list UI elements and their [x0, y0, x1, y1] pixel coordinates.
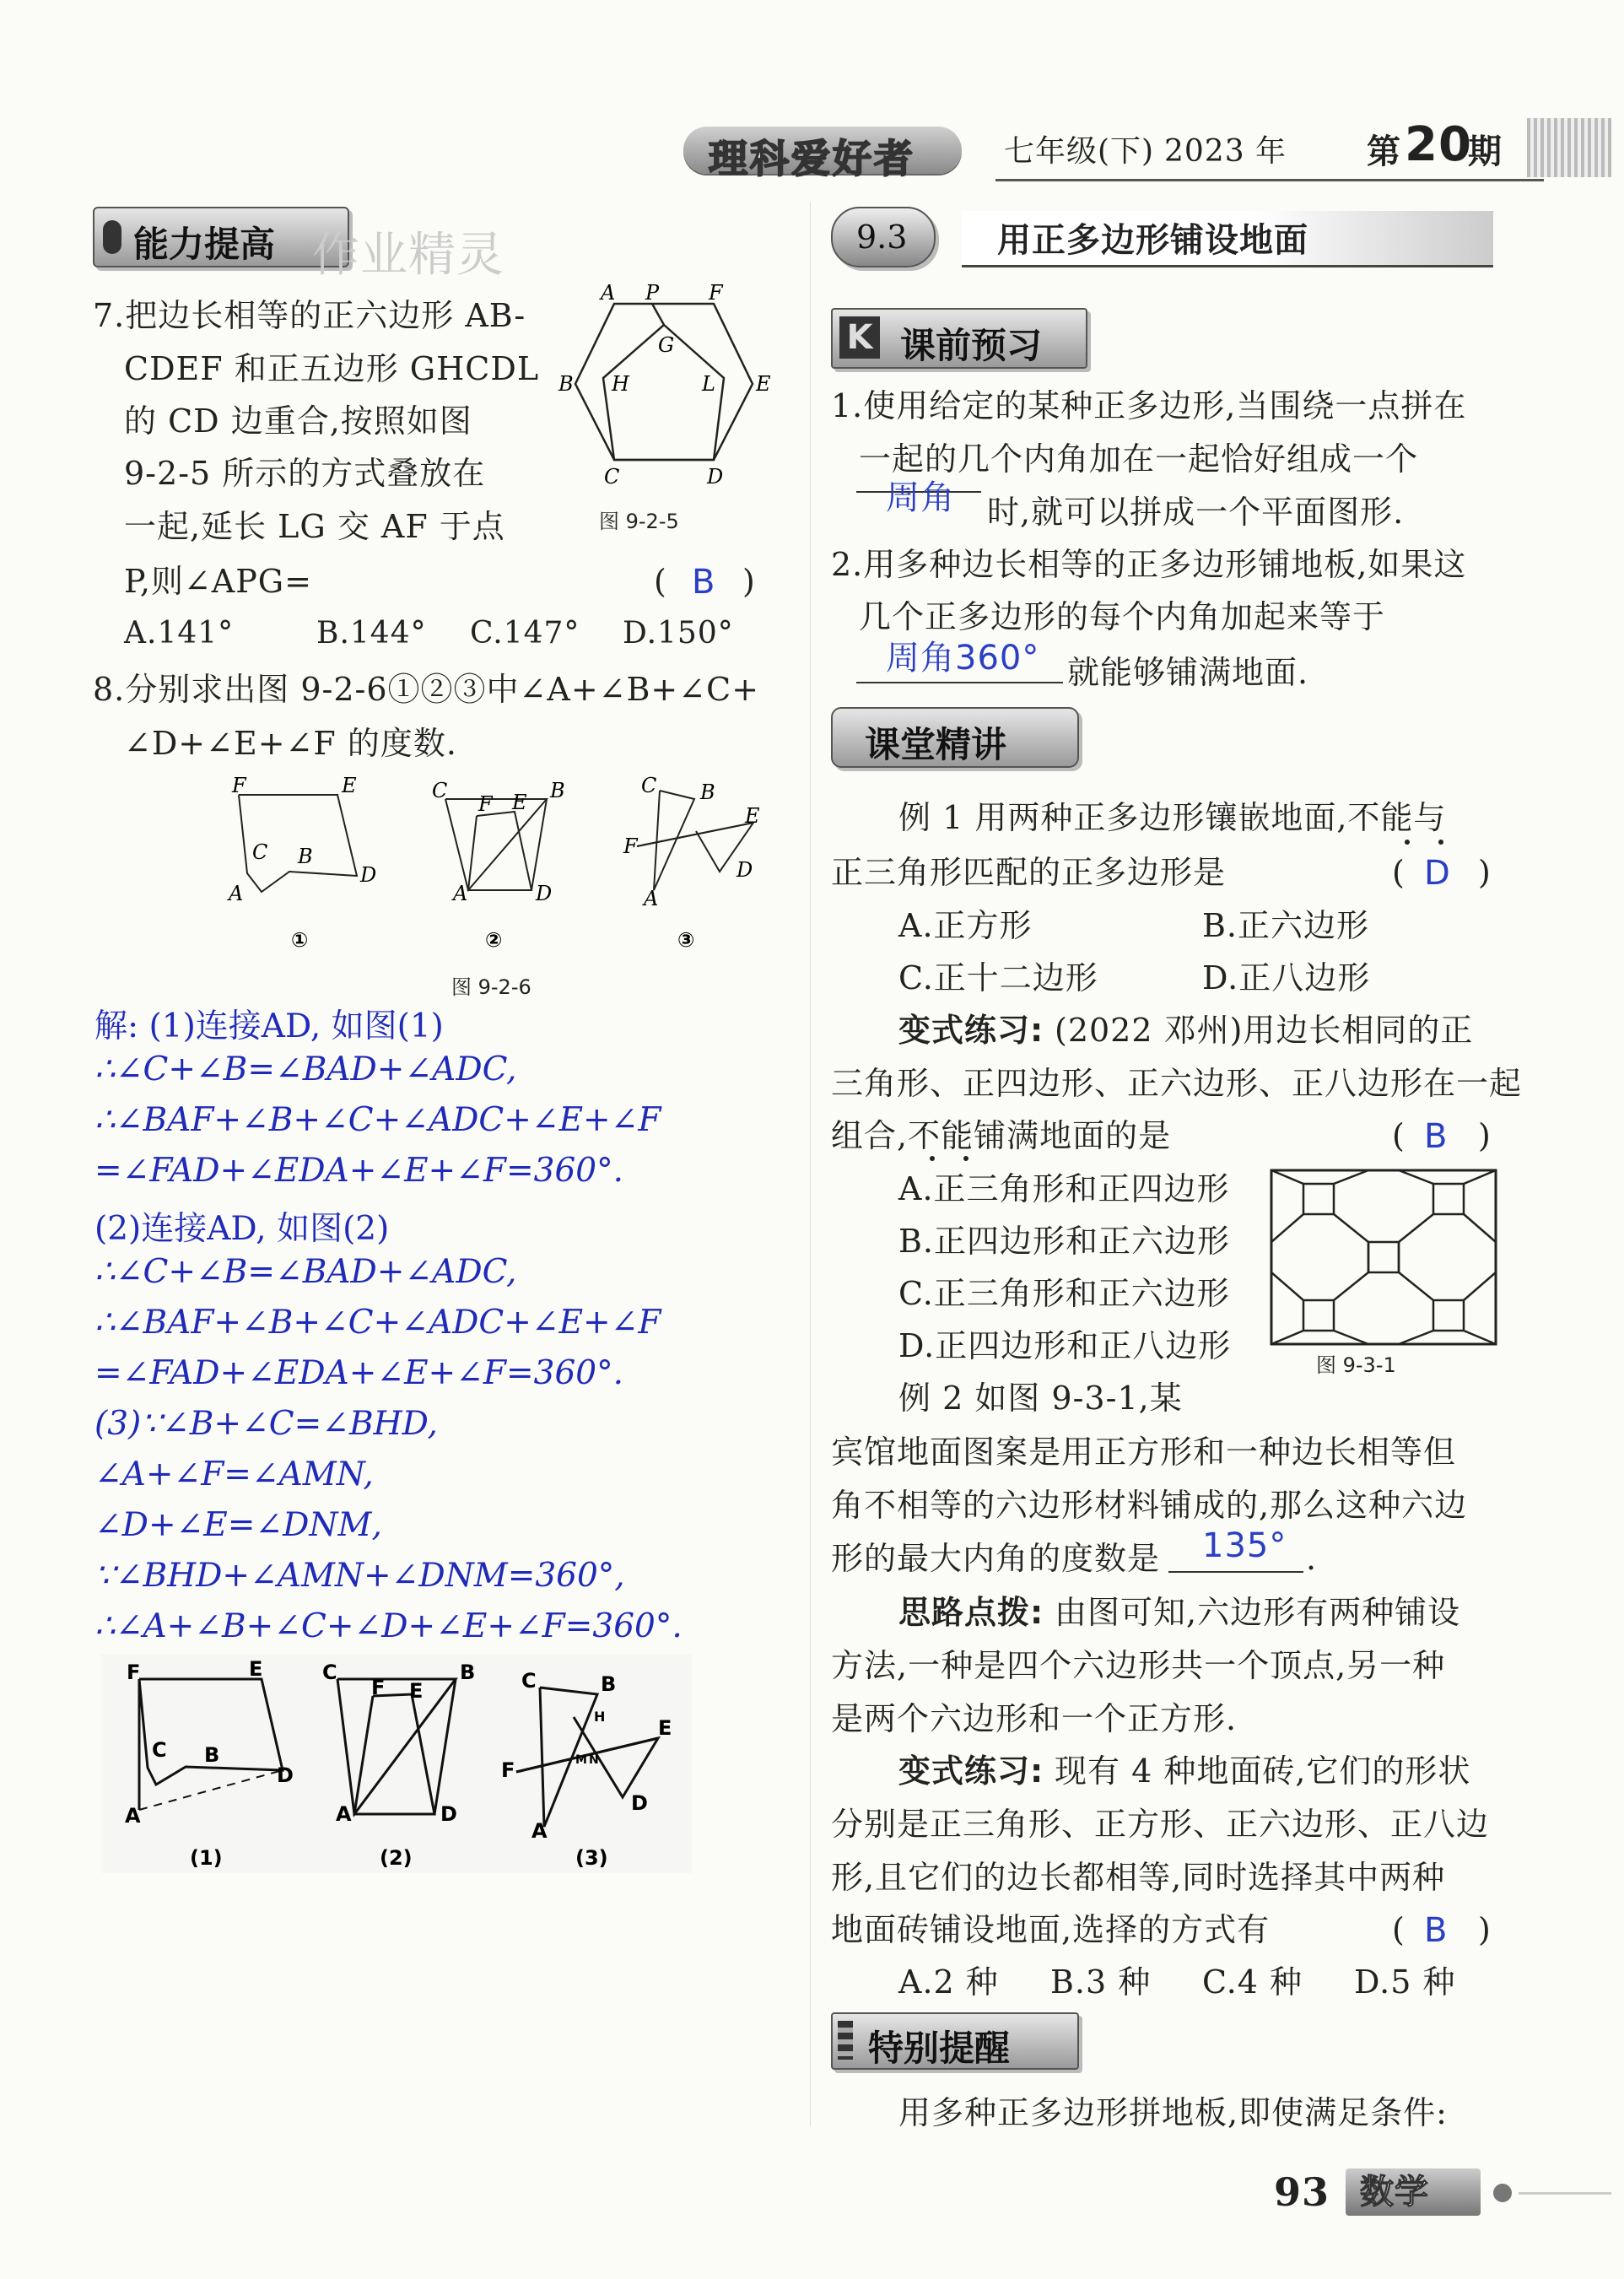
issue-prefix: 第: [1367, 132, 1401, 171]
p2-line-1: 2.用多种边长相等的正多边形铺地板,如果这: [831, 546, 1467, 583]
q7-line-4: 9-2-5 所示的方式叠放在: [124, 455, 486, 492]
tile-edge: [1334, 1272, 1368, 1300]
solution-line-8: =∠FAD+∠EDA+∠E+∠F=360°.: [94, 1354, 623, 1392]
fig2-label-d: D: [536, 882, 553, 905]
tile-edge: [1334, 1170, 1368, 1184]
p1-line-2: 一起的几个内角加在一起恰好组成一个: [859, 440, 1419, 478]
sfig2-label-c: C: [322, 1661, 337, 1684]
solution-line-9: (3)∵∠B+∠C=∠BHD,: [94, 1405, 438, 1443]
tile-edge: [1399, 1331, 1433, 1344]
ex1-answer-open: (: [1392, 854, 1405, 891]
year-label: 2023 年: [1164, 134, 1287, 169]
hint-label: 思路点拨:: [898, 1594, 1044, 1631]
ex1-answer-close: ): [1478, 854, 1492, 891]
sfig2-label-e: E: [409, 1679, 424, 1703]
ex2-line-3: 角不相等的六边形材料铺成的,那么这种六边: [831, 1487, 1468, 1524]
fig1-label-f: F: [232, 774, 246, 797]
fig2-label-c: C: [432, 779, 448, 802]
fig925-label-g: G: [658, 333, 675, 357]
figure-9-2-6-caption: 图 9-2-6: [451, 975, 531, 999]
var2-line-4: 地面砖铺设地面,选择的方式有: [831, 1911, 1271, 1948]
sfig3-label-e: E: [658, 1716, 672, 1740]
fig925-label-e: E: [756, 372, 771, 396]
ex2-blank: [1168, 1571, 1303, 1573]
sfig1-label-a: A: [125, 1804, 141, 1828]
issue-suffix: 期: [1468, 132, 1503, 171]
hexagon: [575, 304, 753, 460]
section-title: 用正多边形铺设地面: [997, 221, 1308, 260]
q8-line-1: 8.分别求出图 9-2-6①②③中∠A+∠B+∠C+: [93, 671, 760, 708]
p2-line-2: 几个正多边形的每个内角加起来等于: [859, 598, 1386, 635]
ex1-line-1: 例 1 用两种正多边形镶嵌地面,不能与: [898, 799, 1447, 836]
var1-option-b: B.正四边形和正六边形: [898, 1223, 1231, 1260]
figure-9-3-1: [1270, 1169, 1497, 1346]
sfig2-number: (2): [380, 1846, 413, 1870]
fig3-line: [637, 823, 753, 846]
section-banner-ability: [93, 207, 349, 267]
grade-label: 七年级(下): [1004, 134, 1155, 169]
fig925-label-f: F: [709, 281, 723, 305]
fig2-shape: [445, 799, 547, 890]
var1-label: 变式练习:: [898, 1012, 1044, 1049]
solution-line-5: (2)连接AD, 如图(2): [94, 1210, 390, 1248]
solution-line-2: ∴∠C+∠B=∠BAD+∠ADC,: [94, 1050, 517, 1088]
watermark: 作业精灵: [312, 228, 504, 283]
solution-line-1: 解: (1)连接AD, 如图(1): [94, 1007, 444, 1045]
page-number: 93: [1274, 2169, 1330, 2215]
banner-s-icon: [838, 2021, 853, 2060]
sfig1-label-c: C: [152, 1738, 167, 1762]
fig925-label-d: D: [707, 465, 724, 489]
p1-answer: 周角: [886, 478, 955, 517]
fig1-label-d: D: [360, 863, 377, 887]
q7-answer-close: ): [742, 563, 756, 600]
tile-edge: [1271, 1170, 1303, 1184]
figure-9-3-1-caption: 图 9-3-1: [1316, 1353, 1396, 1377]
fig2-label-f: F: [478, 792, 493, 816]
banner-preview: [831, 308, 1087, 369]
solution-line-10: ∠A+∠F=∠AMN,: [94, 1455, 374, 1493]
sfig1-label-d: D: [277, 1763, 294, 1787]
sfig3-label-m: M: [575, 1753, 587, 1767]
fig1-label-e: E: [342, 774, 357, 797]
q7-line-6: P,则∠APG=: [124, 563, 312, 600]
fig2-label-b: B: [550, 779, 565, 802]
preview-title: 课前预习: [900, 325, 1043, 366]
footer-rule: [1519, 2192, 1611, 2195]
fig3-label-b: B: [700, 780, 715, 804]
sfig2-label-d: D: [440, 1802, 457, 1826]
tile-edge: [1399, 1214, 1433, 1242]
figure-9-2-6: [215, 772, 789, 958]
q7-option-c: C.147°: [470, 616, 580, 651]
sfig3-label-c: C: [521, 1669, 537, 1693]
sfig1-label-e: E: [249, 1657, 263, 1681]
fig1-label-c: C: [252, 840, 268, 864]
fig925-label-l: L: [702, 372, 715, 396]
header-bar: [658, 117, 1503, 181]
q7-option-d: D.150°: [623, 616, 734, 651]
var1-line-1: (2022 邓州)用边长相同的正: [1055, 1012, 1474, 1049]
ex1-line-2: 正三角形匹配的正多边形是: [831, 854, 1227, 891]
tile-edge: [1334, 1214, 1368, 1242]
sfig1-number: (1): [190, 1846, 223, 1870]
tile-square: [1303, 1184, 1334, 1214]
var1-answer-open: (: [1392, 1117, 1405, 1154]
fig3-label-a: A: [644, 887, 659, 910]
banner-reminder: [831, 2012, 1079, 2070]
ex1-option-a: A.正方形: [898, 907, 1033, 944]
solution-figures: [101, 1654, 692, 1873]
fig3-shape-1: [654, 791, 694, 890]
q7-option-a: A.141°: [124, 616, 235, 651]
sfig3-label-a: A: [531, 1819, 548, 1843]
tile-edge: [1334, 1331, 1368, 1344]
sfig3-label-n: N: [589, 1753, 599, 1767]
sfig1-label-b: B: [204, 1743, 220, 1767]
tile-square: [1433, 1184, 1464, 1214]
header-corner-stripes: [1527, 118, 1611, 177]
fig1-number: ①: [291, 928, 309, 952]
emphasis-dot-2: [1438, 840, 1443, 845]
solution-line-6: ∴∠C+∠B=∠BAD+∠ADC,: [94, 1253, 517, 1291]
tiling-frame: [1271, 1170, 1496, 1344]
ex1-option-b: B.正六边形: [1202, 907, 1370, 944]
sfig2-label-a: A: [336, 1802, 352, 1826]
solution-line-13: ∴∠A+∠B+∠C+∠D+∠E+∠F=360°.: [94, 1607, 683, 1645]
emphasis-dot-1: [1405, 840, 1410, 845]
banner-k-icon: K: [839, 316, 880, 359]
tile-edge: [1271, 1214, 1303, 1242]
var2-answer-open: (: [1392, 1911, 1405, 1948]
var2-line-2: 分别是正三角形、正方形、正六边形、正八边: [831, 1806, 1490, 1843]
hint-line-2: 方法,一种是四个六边形共一个顶点,另一种: [831, 1647, 1446, 1684]
tile-edge: [1399, 1170, 1433, 1184]
fig2-label-e: E: [512, 791, 527, 814]
fig1-label-a: A: [229, 882, 244, 905]
p1-line-1: 1.使用给定的某种正多边形,当围绕一点拼在: [831, 387, 1467, 424]
q7-answer-open: (: [654, 563, 667, 600]
fig925-label-c: C: [604, 465, 620, 489]
ex1-option-c: C.正十二边形: [898, 959, 1098, 996]
fig925-label-b: B: [558, 372, 574, 396]
p2-line-3: 就能够铺满地面.: [1067, 654, 1309, 691]
var2-line-1: 现有 4 种地面砖,它们的形状: [1055, 1752, 1471, 1790]
var1-answer: B: [1424, 1117, 1449, 1156]
tile-edge: [1464, 1214, 1496, 1242]
ex1-option-d: D.正八边形: [1202, 959, 1371, 996]
var1-line-2: 三角形、正四边形、正六边形、正八边形在一起: [831, 1065, 1523, 1102]
fig2-line: [531, 799, 547, 890]
q8-line-2: ∠D+∠E+∠F 的度数.: [124, 725, 457, 762]
solution-line-7: ∴∠BAF+∠B+∠C+∠ADC+∠E+∠F: [94, 1304, 661, 1342]
p2-blank: [856, 682, 1063, 683]
sfig3-label-h: H: [594, 1709, 606, 1725]
tile-edge: [1464, 1170, 1496, 1184]
figure-9-2-5-caption: 图 9-2-5: [599, 510, 679, 533]
hint-line-1: 由图可知,六边形有两种铺设: [1055, 1594, 1461, 1631]
section-title-ability: 能力提高: [133, 224, 276, 265]
fig1-label-b: B: [298, 845, 313, 868]
var2-option-a: A.2 种: [898, 1963, 999, 2001]
lecture-title: 课堂精讲: [865, 724, 1007, 765]
var1-line-3: 组合,不能铺满地面的是: [831, 1117, 1172, 1154]
solution-line-11: ∠D+∠E=∠DNM,: [94, 1506, 382, 1544]
var2-line-3: 形,且它们的边长都相等,同时选择其中两种: [831, 1859, 1446, 1896]
solution-line-12: ∵∠BHD+∠AMN+∠DNM=360°,: [94, 1557, 625, 1595]
ex2-line-1: 例 2 如图 9-3-1,某: [898, 1380, 1183, 1417]
tile-edge: [1271, 1272, 1303, 1300]
fig2-number: ②: [485, 928, 503, 952]
footer-dot-icon: [1493, 2184, 1512, 2202]
column-divider: [810, 203, 811, 2126]
sfig1-label-f: F: [127, 1661, 141, 1684]
figure-9-2-5: [557, 281, 771, 494]
ex2-answer: 135°: [1202, 1526, 1287, 1565]
ex1-answer: D: [1424, 854, 1451, 893]
ex2-period: .: [1306, 1540, 1318, 1577]
sfig3-label-d: D: [631, 1791, 648, 1815]
tile-edge: [1399, 1272, 1433, 1300]
fig3-label-f: F: [623, 834, 638, 858]
p2-answer: 周角360°: [886, 639, 1040, 678]
fig2-label-a: A: [453, 882, 468, 905]
p1-line-3: 时,就可以拼成一个平面图形.: [987, 494, 1405, 531]
emphasis-dot-3: [930, 1156, 935, 1161]
solution-line-3: ∴∠BAF+∠B+∠C+∠ADC+∠E+∠F: [94, 1101, 661, 1139]
issue-number: 20: [1405, 117, 1472, 172]
tile-edge: [1271, 1331, 1303, 1344]
fig3-number: ③: [677, 928, 695, 952]
var1-option-d: D.正四边形和正八边形: [898, 1327, 1232, 1364]
section-number: 9.3: [856, 219, 908, 256]
fig925-label-a: A: [601, 281, 616, 305]
fig3-label-c: C: [641, 774, 657, 797]
ex2-line-2: 宾馆地面图案是用正方形和一种边长相等但: [831, 1434, 1457, 1471]
sfig3-label-b: B: [601, 1672, 617, 1696]
tile-square: [1303, 1300, 1334, 1331]
var1-option-a: A.正三角形和正四边形: [898, 1170, 1230, 1207]
var2-label: 变式练习:: [898, 1752, 1044, 1790]
subject-label: 数学: [1360, 2173, 1429, 2211]
var2-answer-close: ): [1478, 1911, 1492, 1948]
ex2-line-4: 形的最大内角的度数是: [831, 1540, 1161, 1577]
emphasis-dot-4: [963, 1156, 968, 1161]
section-banner-9-3: [831, 207, 936, 267]
reminder-line: 用多种正多边形拼地板,即使满足条件:: [898, 2094, 1448, 2131]
sfig3-label-f: F: [501, 1758, 515, 1782]
var2-answer: B: [1424, 1911, 1449, 1950]
var2-option-c: C.4 种: [1202, 1963, 1303, 2001]
fig925-label-p: P: [645, 281, 660, 305]
header-underline: [995, 179, 1544, 181]
fig3-label-e: E: [745, 804, 760, 828]
tile-edge: [1464, 1331, 1496, 1344]
segment-pg: [652, 304, 664, 325]
q7-line-5: 一起,延长 LG 交 AF 于点: [124, 508, 505, 545]
var2-option-d: D.5 种: [1354, 1963, 1456, 2001]
sfig3-number: (3): [575, 1846, 608, 1870]
banner-bullet-icon: [103, 220, 121, 254]
sfig2-label-b: B: [460, 1661, 476, 1684]
brand-title: 理科爱好者: [709, 136, 915, 181]
fig925-label-h: H: [612, 372, 629, 396]
hint-line-3: 是两个六边形和一个正方形.: [831, 1700, 1238, 1737]
q7-answer: B: [692, 563, 716, 602]
q7-line-1: 7.把边长相等的正六边形 AB-: [93, 297, 526, 334]
tile-edge: [1464, 1272, 1496, 1300]
banner-lecture: [831, 707, 1079, 768]
q7-line-3: 的 CD 边重合,按照如图: [124, 402, 472, 440]
q7-line-2: CDEF 和正五边形 GHCDL: [124, 350, 540, 387]
var2-option-b: B.3 种: [1050, 1963, 1152, 2001]
q7-option-b: B.144°: [316, 616, 427, 651]
tile-square: [1433, 1300, 1464, 1331]
fig3-label-d: D: [736, 858, 753, 882]
var1-option-c: C.正三角形和正六边形: [898, 1275, 1230, 1312]
solution-line-4: =∠FAD+∠EDA+∠E+∠F=360°.: [94, 1152, 623, 1190]
tile-square: [1368, 1242, 1399, 1272]
reminder-title: 特别提醒: [868, 2028, 1011, 2069]
var1-answer-close: ): [1478, 1117, 1492, 1154]
sfig2-label-f: F: [371, 1676, 386, 1699]
